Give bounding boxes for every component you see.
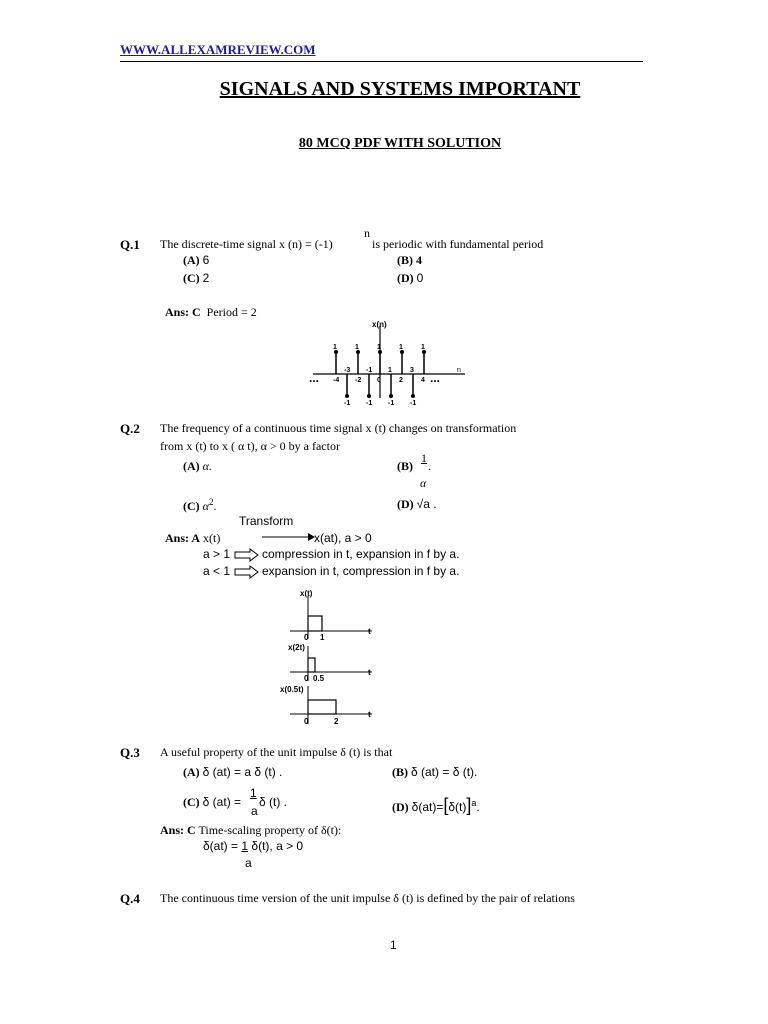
q2-option-b-denominator: α xyxy=(420,476,427,490)
plot1-ylabel: x(t) xyxy=(300,589,313,598)
q3-option-a: (A) δ (at) = a δ (t) . xyxy=(183,765,283,779)
stem-tick-label: 0 xyxy=(377,377,381,384)
plot2-pulse xyxy=(308,658,315,672)
implies-arrow-icon xyxy=(234,565,260,579)
stem-tick-label: -2 xyxy=(355,377,362,384)
q2-text-line2: from x (t) to x ( α t), α > 0 by a factor xyxy=(160,439,340,453)
stem-value-label: 1 xyxy=(399,344,403,351)
q2-option-b-numerator: 1 xyxy=(421,451,427,465)
q2-answer-result: x(at), a > 0 xyxy=(314,531,372,545)
transform-arrow-icon xyxy=(262,531,316,543)
q3-answer-line2: δ(at) = 1 δ(t), a > 0 xyxy=(203,839,304,853)
q1-right-dots: ... xyxy=(430,371,441,385)
header-rule xyxy=(120,61,643,62)
plot-x-t xyxy=(290,589,372,642)
q4-text: The continuous time version of the unit impulse δ (t) is defined by the pair of relations xyxy=(160,891,575,905)
plot2-tick0: 0 xyxy=(304,674,309,683)
q2-arrow-label: Transform xyxy=(239,514,294,528)
q2-rule2-text: expansion in t, compression in f by a. xyxy=(262,564,460,578)
stem-tick-label: 1 xyxy=(388,367,392,374)
stem-value-label: 1 xyxy=(421,344,425,351)
plot3-pulse xyxy=(308,700,336,714)
stem-point xyxy=(367,394,371,398)
q1-answer: Ans: C Period = 2 xyxy=(165,305,257,319)
stem-tick-label: 2 xyxy=(399,377,403,384)
stem-tick-label: -1 xyxy=(366,367,373,374)
plot3-xlabel: t xyxy=(368,710,371,719)
q1-text: The discrete-time signal x (n) = (-1) xyxy=(160,237,333,251)
stem-value-label: -1 xyxy=(410,400,417,407)
q3-option-c-tail: δ (t) . xyxy=(259,795,288,809)
q2-rule1-text: compression in t, expansion in f by a. xyxy=(262,547,460,561)
q2-rule2-condition: a < 1 xyxy=(203,564,231,578)
plot1-tick1: 1 xyxy=(320,633,325,642)
plot1-pulse xyxy=(308,616,322,631)
plot-x-2t xyxy=(288,643,372,683)
q3-answer: Ans: C Time-scaling property of δ(t): xyxy=(160,823,342,837)
page-subtitle: 80 MCQ PDF WITH SOLUTION xyxy=(298,136,502,151)
stem-tick-label: -4 xyxy=(333,377,340,384)
stem-point xyxy=(389,394,393,398)
q4-number: Q.4 xyxy=(120,891,140,906)
site-link[interactable]: WWW.ALLEXAMREVIEW.COM xyxy=(120,42,316,57)
stem-point xyxy=(411,394,415,398)
q1-left-dots: ... xyxy=(309,371,320,385)
q2-rule1-condition: a > 1 xyxy=(203,547,231,561)
q1-superscript: n xyxy=(364,226,370,240)
q1-stem-plot xyxy=(305,318,475,408)
q1-xlabel: n xyxy=(457,367,461,374)
page-number: 1 xyxy=(390,938,397,952)
page-title: SIGNALS AND SYSTEMS IMPORTANT xyxy=(219,78,581,100)
q2-option-c: (C) $\alpha^2$. xyxy=(183,497,217,513)
implies-arrow-icon xyxy=(234,548,260,562)
plot1-xlabel: t xyxy=(368,627,371,636)
q3-text: A useful property of the unit impulse δ (t) is that xyxy=(160,745,393,759)
plot2-tick1: 0.5 xyxy=(313,674,325,683)
stem-value-label: 1 xyxy=(377,344,381,351)
q1-option-d: (D) 0 xyxy=(397,271,424,285)
plot3-ylabel: x(0.5t) xyxy=(280,685,304,694)
q2-option-a: (A) α. xyxy=(183,459,212,473)
q3-option-c-denominator: a xyxy=(251,804,258,818)
q2-answer: Ans: A x(t) xyxy=(165,531,221,545)
plot3-tick1: 2 xyxy=(334,717,339,726)
q2-option-b: (B) xyxy=(397,459,413,473)
q3-answer-denominator: a xyxy=(245,856,252,870)
q1-option-a: (A) 6 xyxy=(183,253,210,267)
q2-number: Q.2 xyxy=(120,421,140,436)
plot2-xlabel: t xyxy=(368,668,371,677)
stem-value-label: -1 xyxy=(366,400,373,407)
plot-x-05t xyxy=(280,685,372,726)
q1-number: Q.1 xyxy=(120,237,140,252)
stem-value-label: 1 xyxy=(355,344,359,351)
q3-option-d: (D) $\delta(at)=[\delta(t)]^a$. xyxy=(392,795,480,815)
q2-option-d: (D) √a . xyxy=(397,497,437,511)
q2-text-line1: The frequency of a continuous time signal x (t) changes on transformation xyxy=(160,421,517,435)
q3-option-c: (C) δ (at) = xyxy=(183,795,242,809)
q2-option-b-tail: . xyxy=(428,459,431,473)
stem-tick-label: 3 xyxy=(410,367,414,374)
q1-text-tail: is periodic with fundamental period xyxy=(372,237,544,251)
plot3-tick0: 0 xyxy=(304,717,309,726)
q3-option-b: (B) δ (at) = δ (t). xyxy=(392,765,478,779)
q1-ylabel: x(n) xyxy=(372,320,387,329)
q1-option-b: (B) 4 xyxy=(397,253,422,267)
stem-value-label: -1 xyxy=(388,400,395,407)
q3-option-c-numerator: 1 xyxy=(250,786,257,800)
plot2-ylabel: x(2t) xyxy=(288,643,305,652)
q1-option-c: (C) 2 xyxy=(183,271,210,285)
stem-point xyxy=(345,394,349,398)
q3-number: Q.3 xyxy=(120,745,140,760)
plot1-tick0: 0 xyxy=(304,633,309,642)
q2-scaling-plots xyxy=(280,584,380,730)
stem-value-label: 1 xyxy=(333,344,337,351)
stem-tick-label: 4 xyxy=(421,377,425,384)
stem-tick-label: -3 xyxy=(344,367,351,374)
stem-value-label: -1 xyxy=(344,400,351,407)
